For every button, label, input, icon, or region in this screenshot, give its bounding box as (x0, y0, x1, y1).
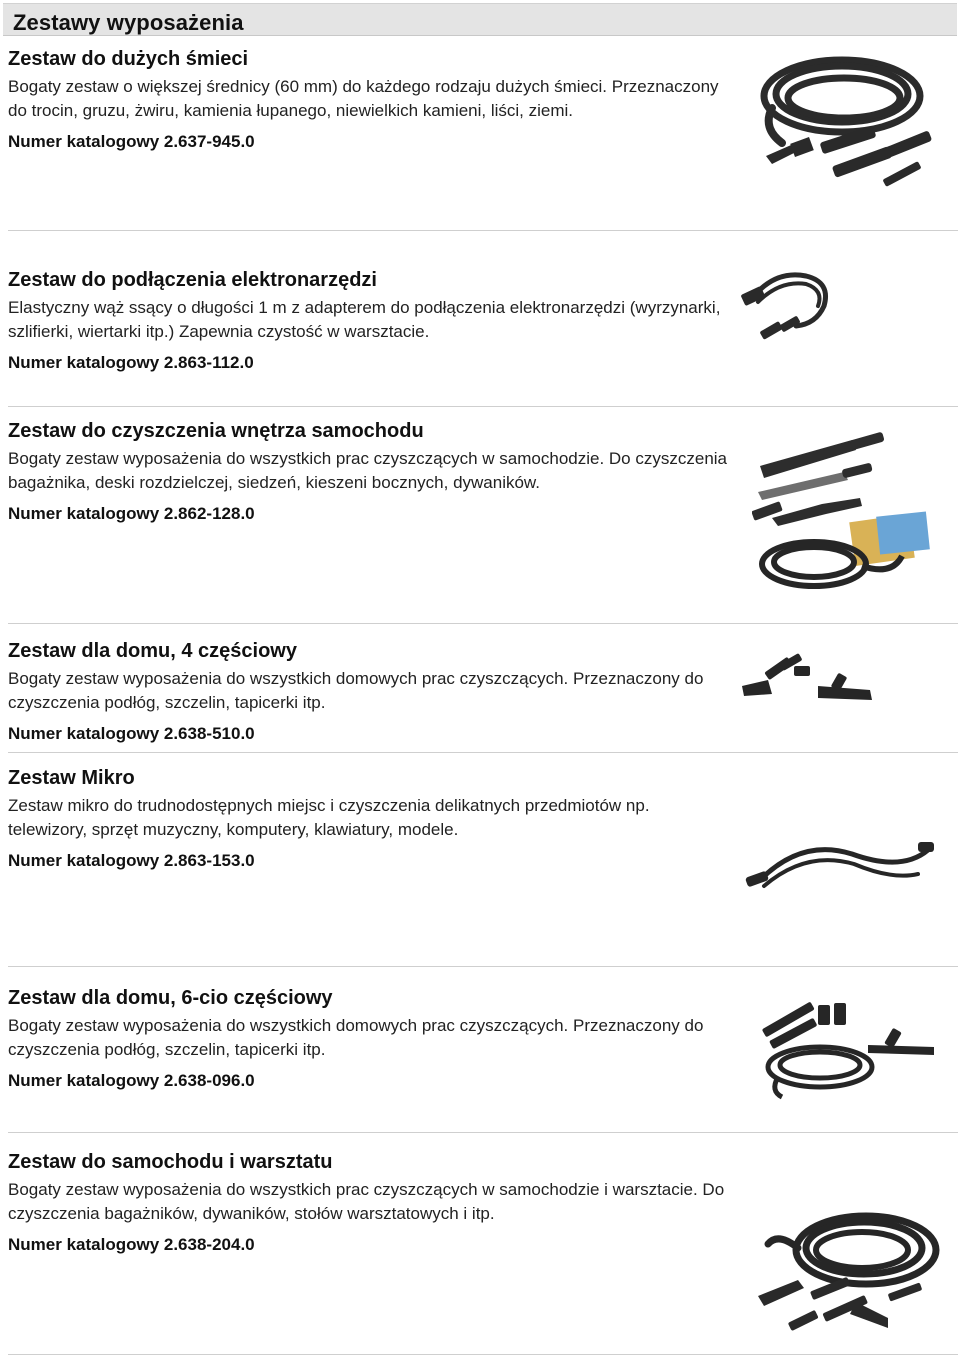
item-title: Zestaw do podłączenia elektronarzędzi (8, 269, 377, 291)
item-description: Bogaty zestaw wyposażenia do wszystkich domowych prac czyszczących. Przeznaczony do czyszczenia podłóg, szczelin, tapicerki itp. (8, 1016, 704, 1059)
car-interior-kit-image (752, 426, 942, 596)
accessory-item (8, 767, 728, 871)
item-description: Zestaw mikro do trudnodostępnych miejsc i czyszczenia delikatnych przedmiotów np. telewizory, sprzęt muzyczny, komputery, klawiatury, modele. (8, 796, 650, 839)
divider (8, 406, 958, 407)
item-description: Elastyczny wąż ssący o długości 1 m z adapterem do podłączenia elektronarzędzi (wyrzynarki, szlifierki, wiertarki itp.) Zapewnia czystość w warsztacie. (8, 298, 721, 341)
divider (8, 966, 958, 967)
accessory-item (8, 987, 728, 1091)
item-title: Zestaw do czyszczenia wnętrza samochodu (8, 420, 424, 442)
accessory-item (8, 640, 728, 744)
divider (8, 1132, 958, 1133)
catalog-number: Numer katalogowy 2.637-945.0 (8, 132, 255, 151)
accessory-item (8, 269, 728, 373)
catalog-number: Numer katalogowy 2.638-510.0 (8, 724, 255, 743)
item-description: Bogaty zestaw wyposażenia do wszystkich domowych prac czyszczących. Przeznaczony do czyszczenia podłóg, szczelin, tapicerki itp. (8, 669, 704, 712)
section-header-bar (3, 3, 957, 36)
accessory-item (8, 420, 728, 524)
divider (8, 230, 958, 231)
divider (8, 1354, 958, 1355)
item-description: Bogaty zestaw o większej średnicy (60 mm) do każdego rodzaju dużych śmieci. Przeznaczony do trocin, gruzu, żwiru, kamienia łupanego, niewielkich kamieni, liści, ziemi. (8, 77, 719, 120)
home-kit-4-piece-image (738, 650, 878, 710)
catalog-number: Numer katalogowy 2.638-096.0 (8, 1071, 255, 1090)
divider (8, 752, 958, 753)
item-description: Bogaty zestaw wyposażenia do wszystkich prac czyszczących w samochodzie i warsztacie. Do czyszczenia bagażników, dywaników, stołów warsztatowych i itp. (8, 1180, 725, 1223)
item-title: Zestaw Mikro (8, 767, 135, 789)
home-kit-6-piece-image (748, 995, 938, 1105)
item-description: Bogaty zestaw wyposażenia do wszystkich prac czyszczących w samochodzie. Do czyszczenia bagażnika, deski rozdzielczej, siedzeń, kieszeni bocznych, dywaników. (8, 449, 728, 492)
hose-large-debris-kit-image (742, 48, 942, 208)
accessory-item (8, 1151, 728, 1255)
item-title: Zestaw do dużych śmieci (8, 48, 249, 70)
micro-kit-image (742, 832, 942, 902)
accessory-item (8, 48, 728, 152)
catalog-number: Numer katalogowy 2.862-128.0 (8, 504, 255, 523)
divider (8, 623, 958, 624)
car-workshop-kit-image (738, 1192, 948, 1342)
catalog-number: Numer katalogowy 2.638-204.0 (8, 1235, 255, 1254)
catalog-number: Numer katalogowy 2.863-153.0 (8, 851, 255, 870)
item-title: Zestaw dla domu, 4 częściowy (8, 640, 297, 662)
item-title: Zestaw do samochodu i warsztatu (8, 1151, 333, 1173)
item-title: Zestaw dla domu, 6-cio częściowy (8, 987, 333, 1009)
power-tool-adapter-hose-image (736, 262, 846, 362)
catalog-number: Numer katalogowy 2.863-112.0 (8, 353, 254, 372)
page-title: Zestawy wyposażenia (13, 10, 244, 35)
